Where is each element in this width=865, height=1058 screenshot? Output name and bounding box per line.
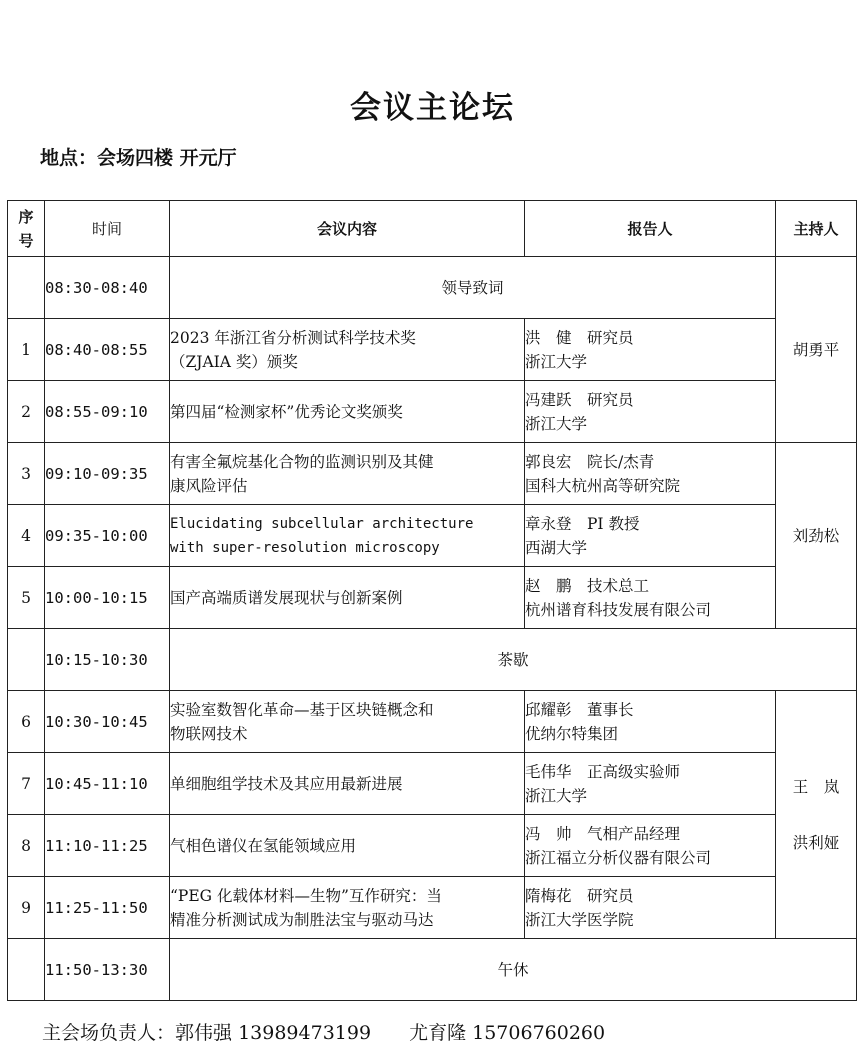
row-seq: 1 <box>8 319 45 381</box>
row-reporter: 隋梅花 研究员 浙江大学医学院 <box>525 877 776 939</box>
row-reporter: 冯建跃 研究员 浙江大学 <box>525 381 776 443</box>
header-content: 会议内容 <box>170 201 525 257</box>
table-row <box>8 257 857 319</box>
table-row <box>8 443 857 505</box>
host-cell: 胡勇平 <box>776 257 857 443</box>
row-seq: 8 <box>8 815 45 877</box>
row-reporter: 毛伟华 正高级实验师 浙江大学 <box>525 753 776 815</box>
table-row <box>8 939 857 1001</box>
row-content: 领导致词 <box>170 257 776 319</box>
row-time: 10:00-10:15 <box>45 567 170 629</box>
row-seq: 9 <box>8 877 45 939</box>
host-cell: 刘劲松 <box>776 443 857 629</box>
contact-name: 郭伟强 <box>175 1022 233 1044</box>
row-time: 11:10-11:25 <box>45 815 170 877</box>
row-content: 气相色谱仪在氢能领域应用 <box>170 815 525 877</box>
row-time: 11:50-13:30 <box>45 939 170 1001</box>
row-content: 午休 <box>170 939 857 1001</box>
contact-name: 尤育隆 <box>409 1022 467 1044</box>
table-header-row <box>8 201 857 257</box>
row-content: Elucidating subcellular architecture with super-resolution microscopy <box>170 505 525 567</box>
row-reporter: 邱耀彰 董事长 优纳尔特集团 <box>525 691 776 753</box>
host-cell: 王 岚 洪利娅 <box>776 691 857 939</box>
row-time: 08:40-08:55 <box>45 319 170 381</box>
row-time: 09:35-10:00 <box>45 505 170 567</box>
row-time: 11:25-11:50 <box>45 877 170 939</box>
row-seq: 4 <box>8 505 45 567</box>
footer-label: 主会场负责人： <box>42 1022 176 1044</box>
row-seq: 7 <box>8 753 45 815</box>
row-content: 2023 年浙江省分析测试科学技术奖 （ZJAIA 奖）颁奖 <box>170 319 525 381</box>
row-content: 第四届“检测家杯”优秀论文奖颁奖 <box>170 381 525 443</box>
row-reporter: 冯 帅 气相产品经理 浙江福立分析仪器有限公司 <box>525 815 776 877</box>
table-row <box>8 877 857 939</box>
row-content: “PEG 化载体材料—生物”互作研究：当 精准分析测试成为制胜法宝与驱动马达 <box>170 877 525 939</box>
page-title: 会议主论坛 <box>350 90 515 126</box>
row-reporter: 郭良宏 院长/杰青 国科大杭州高等研究院 <box>525 443 776 505</box>
contact-phone: 13989473199 <box>238 1022 372 1044</box>
row-content: 实验室数智化革命—基于区块链概念和 物联网技术 <box>170 691 525 753</box>
contact-phone: 15706760260 <box>472 1022 606 1044</box>
row-seq <box>8 257 45 319</box>
row-seq: 5 <box>8 567 45 629</box>
row-reporter: 赵 鹏 技术总工 杭州谱育科技发展有限公司 <box>525 567 776 629</box>
row-seq: 3 <box>8 443 45 505</box>
footer-contacts <box>42 1018 605 1045</box>
header-time: 时间 <box>45 201 170 257</box>
row-time: 10:15-10:30 <box>45 629 170 691</box>
row-seq: 2 <box>8 381 45 443</box>
row-time: 09:10-09:35 <box>45 443 170 505</box>
row-seq <box>8 939 45 1001</box>
table-row <box>8 753 857 815</box>
row-time: 08:55-09:10 <box>45 381 170 443</box>
location-line: 地点：会场四楼 开元厅 <box>40 147 237 169</box>
row-content: 单细胞组学技术及其应用最新进展 <box>170 753 525 815</box>
table-row <box>8 381 857 443</box>
row-time: 10:45-11:10 <box>45 753 170 815</box>
header-host: 主持人 <box>776 201 857 257</box>
row-content: 有害全氟烷基化合物的监测识别及其健 康风险评估 <box>170 443 525 505</box>
header-seq: 序 号 <box>8 201 45 257</box>
row-seq <box>8 629 45 691</box>
row-time: 10:30-10:45 <box>45 691 170 753</box>
row-content: 茶歇 <box>170 629 857 691</box>
schedule-table <box>7 200 857 1001</box>
table-row <box>8 567 857 629</box>
row-content: 国产高端质谱发展现状与创新案例 <box>170 567 525 629</box>
table-row <box>8 629 857 691</box>
row-reporter: 洪 健 研究员 浙江大学 <box>525 319 776 381</box>
table-row <box>8 815 857 877</box>
row-seq: 6 <box>8 691 45 753</box>
row-reporter: 章永登 PI 教授 西湖大学 <box>525 505 776 567</box>
row-time: 08:30-08:40 <box>45 257 170 319</box>
header-reporter: 报告人 <box>525 201 776 257</box>
table-row <box>8 319 857 381</box>
table-row <box>8 691 857 753</box>
table-row <box>8 505 857 567</box>
